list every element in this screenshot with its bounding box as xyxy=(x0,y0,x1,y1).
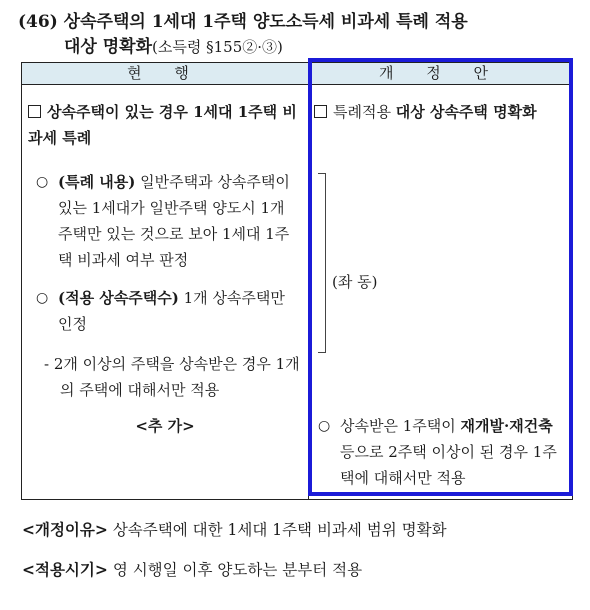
right-item-2-text-a: 상속받은 1주택이 xyxy=(340,417,456,435)
title-reference: (소득령 §155②·③) xyxy=(152,38,283,56)
right-item-1-bold: 대상 상속주택 명확화 xyxy=(395,103,537,121)
header-current: 현 행 xyxy=(22,63,308,85)
left-item-2 xyxy=(36,169,302,273)
right-item-2-bold: 재개발·재건축 xyxy=(460,417,553,435)
right-same: (좌 동) xyxy=(332,273,378,291)
document-title xyxy=(18,10,578,60)
footer-timing-label: <적용시기> xyxy=(22,560,108,579)
title-text-bold: 대상 명확화 xyxy=(64,37,153,57)
left-item-3-text: 1개 상속주택만 인정 xyxy=(58,289,285,333)
title-line-2 xyxy=(18,35,578,60)
footer-timing xyxy=(22,558,362,582)
highlight-box xyxy=(308,58,573,496)
footer-reason xyxy=(22,518,447,542)
footer-reason-text: 상속주택에 대한 1세대 1주택 비과세 범위 명확화 xyxy=(112,521,447,539)
bullet-circle-icon: ○ xyxy=(36,290,49,306)
left-item-1-text: 상속주택이 있는 경우 1세대 1주택 비과세 특례 xyxy=(28,103,297,147)
left-item-3-label: (적용 상속주택수) xyxy=(58,289,179,307)
checkbox-square-icon xyxy=(28,105,41,118)
header-amendment: 개 정 안 xyxy=(309,63,572,85)
title-text: 상속주택의 1세대 1주택 양도소득세 비과세 특례 적용 xyxy=(63,12,468,32)
title-number: (46) xyxy=(18,12,58,32)
left-item-1 xyxy=(28,99,302,151)
left-item-2-text: 일반주택과 상속주택이 있는 1세대가 일반주택 양도시 1개 주택만 있는 것으로 보아 1세대 1주택 비과세 여부 판정 xyxy=(58,173,290,269)
left-item-4: - 2개 이상의 주택을 상속받은 경우 1개의 주택에 대해서만 적용 xyxy=(44,355,300,399)
right-item-2-text-b: 등으로 2주택 이상이 된 경우 1주택에 대해서만 적용 xyxy=(340,443,557,487)
left-item-5: <추 가> xyxy=(135,417,195,435)
left-item-3 xyxy=(36,285,302,337)
bullet-circle-icon: ○ xyxy=(36,174,49,190)
right-item-1-prefix: 특례적용 xyxy=(333,103,391,121)
left-item-2-label: (특례 내용) xyxy=(58,173,136,191)
footer-reason-label: <개정이유> xyxy=(22,520,108,539)
bullet-circle-icon: ○ xyxy=(318,418,331,434)
title-line-1 xyxy=(18,10,578,35)
footer-timing-text: 영 시행일 이후 양도하는 분부터 적용 xyxy=(112,561,363,579)
